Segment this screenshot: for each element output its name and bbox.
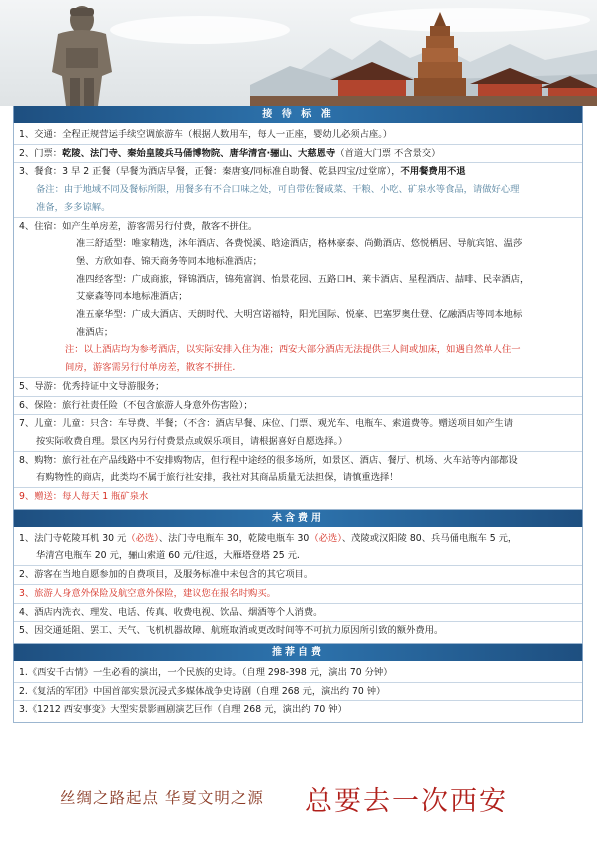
hotel-tier-5-line1: 准五豪华型：广成大酒店、天朗时代、大明宫诺福特，阳光国际、悦豪、巴塞罗奥仕登、亿融酒店等同本地标 (76, 309, 523, 321)
section-recommended (13, 661, 583, 723)
section-title-recommended: 推荐自费 (13, 644, 583, 661)
slogan-right: 总要去一次西安 (305, 786, 508, 817)
item-guide: 5、导游：优秀持证中文导游服务； (14, 378, 582, 397)
item-insurance: 6、保险：旅行社责任险（不包含旅游人身意外伤害险）； (14, 397, 582, 416)
excluded-item-4: 4、酒店内洗衣、理发、电话、传真、收费电视、饮品、烟酒等个人消费。 (14, 604, 582, 623)
item-transport: 1、交通：全程正规营运手续空调旅游车（根据人数用车，每人一正座，婴幼儿必须占座。） (14, 126, 582, 145)
hotel-tier-4-line2: 艾豪森等同本地标准酒店； (76, 291, 188, 303)
hotel-tier-4-line1: 准四经客型：广成商旅，铎锦酒店，锦苑富润、怡景花园、五路口H、莱卡酒店、星程酒店、喆啡、民幸酒店， (76, 273, 530, 285)
item-hotel: 4、住宿：如产生单房差，游客需另行付费，散客不拼住。 (19, 220, 258, 232)
slogan-left: 丝绸之路起点 华夏文明之源 (60, 789, 264, 807)
recommended-item-1: 1.《西安千古情》一生必看的演出，一个民族的史诗。（自理 298-398 元，演出 70 分钟） (14, 664, 582, 683)
info-sheet (13, 106, 583, 723)
item-gift: 9、赠送：每人每天 1 瓶矿泉水 (19, 491, 149, 503)
excluded-1a: 1、法门寺乾陵耳机 30 元 (19, 532, 127, 544)
meals-note-2: 准备，多多谅解。 (14, 199, 582, 218)
excluded-1e: 、茂陵或汉阳陵 80、兵马俑电瓶车 5 元， (341, 532, 518, 544)
meals-text: 3、餐食：3 早 2 正餐（早餐为酒店早餐，正餐：秦唐宴/同标准自助餐、乾县四宝/过堂席）， (19, 166, 401, 178)
item-tickets (14, 145, 582, 164)
recommended-item-2: 2.《复活的军团》中国首部实景沉浸式多媒体战争史诗剧（自理 268 元，演出约 70 钟） (14, 683, 582, 702)
item-meals (14, 163, 582, 181)
hotel-tier-3-line1: 准三舒适型：唯家精选，沐年酒店、各费悦溪、晗途酒店，格林豪泰、尚勤酒店、悠悦栖居、导航宾馆、温莎 (76, 238, 523, 250)
recommended-item-3: 3.《1212 西安事变》大型实景影画剧演艺巨作（自理 268 元，演出约 70 钟） (19, 704, 347, 716)
excluded-1c: 、法门寺电瓶车 30，乾陵电瓶车 30 (158, 532, 310, 544)
excluded-item-1-line2: 华清宫电瓶车 20 元，骊山索道 60 元/往返，大雁塔登塔 25 元. (14, 547, 582, 566)
tickets-sites: 乾陵、法门寺、秦始皇陵兵马俑博物院、唐华清宫·骊山、大慈恩寺 (62, 147, 336, 159)
item-children-line1: 7、儿童：儿童：只含：车导费、半餐；（不含：酒店早餐、床位、门票、观光车、电瓶车、索道费等。赠送项目如产生请 (19, 418, 514, 430)
header-banner (0, 0, 597, 106)
terracotta-warrior-icon (52, 6, 112, 106)
meals-nonrefund: 不用餐费用不退 (400, 166, 466, 178)
banner-illustration (0, 0, 597, 106)
item-shopping-line2: 有购物性的商店，此类均不属于旅行社安排，我社对其商品质量无法担保，请慎重选择！ (14, 469, 582, 488)
hotel-tier-3-line2: 堡、方欣如春、锦天商务等同本地标准酒店； (76, 255, 262, 267)
item-children-line2: 按实际收费自理。景区内另行付费景点或娱乐项目，请根据喜好自愿选择。） (14, 433, 582, 452)
tickets-label: 2、门票： (19, 147, 63, 159)
item-shopping-line1: 8、购物：旅行社在产品线路中不安排购物店，但行程中途经的很多场所，如景区、酒店、餐厅、机场、火车站等内部都设 (19, 454, 518, 466)
excluded-required-tag-2: （必选） (309, 532, 342, 544)
excluded-item-1-line1 (14, 530, 582, 548)
excluded-item-5: 5、因交通延阻、罢工、天气、飞机机器故障、航班取消或更改时间等不可抗力原因所引致的额外费用。 (19, 625, 444, 637)
excluded-item-3: 3、旅游人身意外保险及航空意外保险，建议您在报名时购买。 (14, 585, 582, 604)
section-title-reception: 接 待 标 准 (13, 106, 583, 123)
section-reception (13, 123, 583, 510)
hotel-tier-5-line2: 准酒店； (76, 326, 114, 338)
section-excluded (13, 527, 583, 644)
excluded-required-tag: （必选） (126, 532, 159, 544)
section-title-excluded: 未含费用 (13, 510, 583, 527)
excluded-item-2: 2、游客在当地自愿参加的自费项目，及服务标准中未包含的其它项目。 (14, 566, 582, 585)
tickets-note: （首道大门票 不含景交） (335, 147, 441, 159)
hotel-note-line1: 注：以上酒店均为参考酒店，以实际安排入住为准；西安大部分酒店无法提供三人间或加床，如遇自然单人住一 (65, 344, 521, 356)
meals-note-1: 备注：由于地域不同及餐标所限，用餐多有不合口味之处，可自带佐餐咸菜、干粮、小吃、矿泉水等食品，请做好心理 (36, 184, 520, 196)
hotel-note-line2: 间房，游客需另行付单房差，散客不拼住. (14, 359, 582, 378)
